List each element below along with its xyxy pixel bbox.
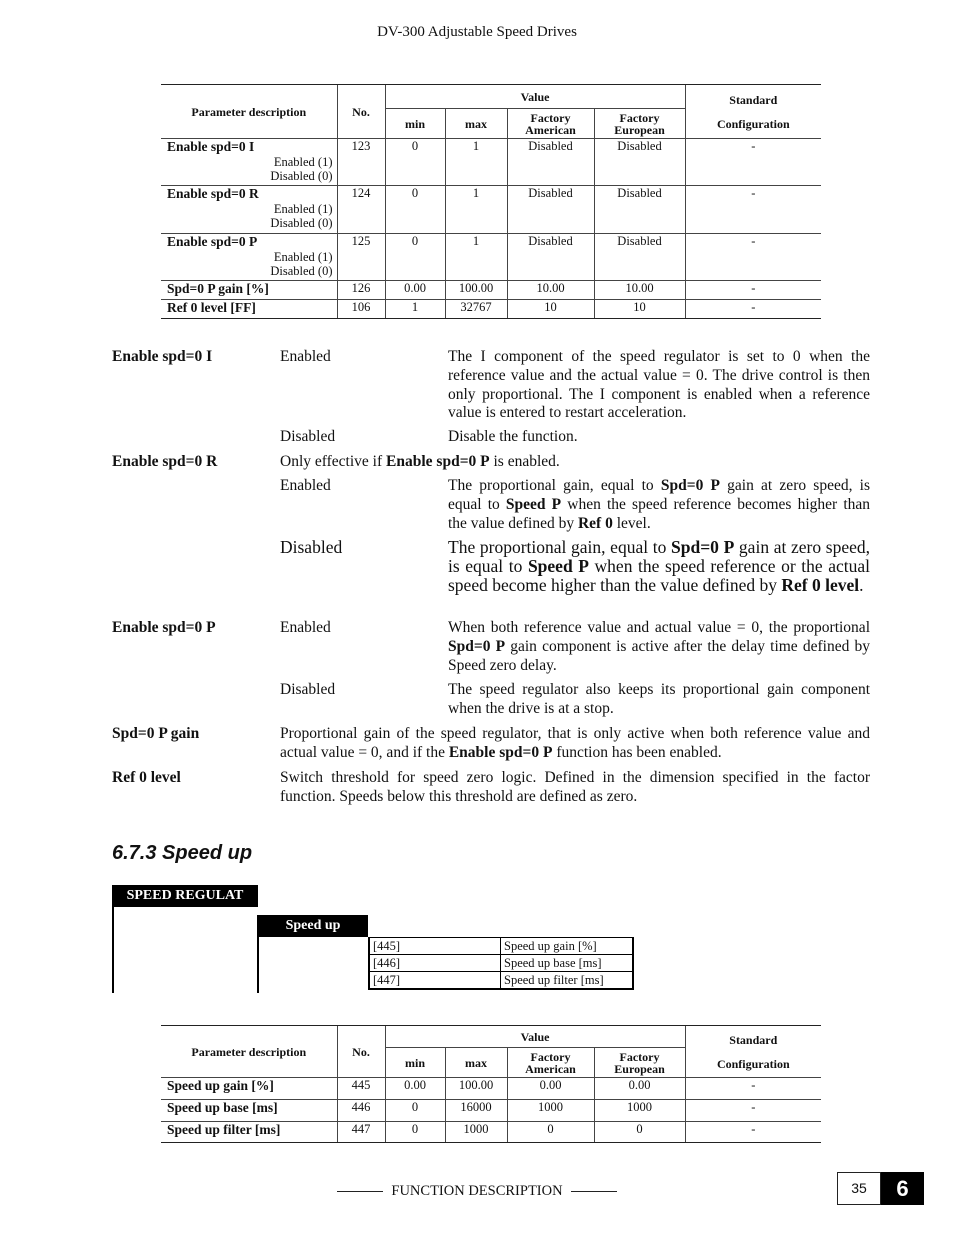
col-header-no: No. — [337, 1026, 385, 1078]
menu-item-label: Speed up base [ms] — [501, 955, 634, 972]
col-header-standard: Standard Configuration — [685, 1026, 821, 1078]
param-factory-american: Disabled — [507, 139, 594, 186]
param-factory-european: Disabled — [594, 234, 685, 281]
table-row — [161, 281, 821, 300]
param-max: 32767 — [445, 300, 507, 319]
param-min: 0 — [385, 1122, 445, 1143]
footer-label: FUNCTION DESCRIPTION — [391, 1183, 563, 1199]
menu-item — [369, 972, 633, 990]
menu-item — [369, 955, 633, 972]
menu-tree-line — [112, 907, 114, 993]
col-header-max: max — [445, 1048, 507, 1078]
desc-term-spd0-p-gain: Spd=0 P gain — [112, 725, 200, 742]
desc-note: Only effective if Enable spd=0 P is enabled. — [280, 453, 560, 470]
param-min: 0.00 — [385, 1078, 445, 1100]
param-factory-american: Disabled — [507, 186, 594, 234]
param-name: Speed up filter [ms] — [161, 1122, 337, 1143]
param-name: Enable spd=0 I Enabled (1) Disabled (0) — [161, 139, 337, 186]
chapter-tab: 6 — [881, 1172, 924, 1205]
menu-level2-label: Speed up — [258, 915, 368, 937]
param-number: 124 — [337, 186, 385, 234]
param-factory-european: 0.00 — [594, 1078, 685, 1100]
param-min: 0 — [385, 234, 445, 281]
menu-item — [369, 938, 633, 955]
param-number: 447 — [337, 1122, 385, 1143]
param-standard: - — [685, 234, 821, 281]
param-min: 0.00 — [385, 281, 445, 300]
param-max: 1 — [445, 186, 507, 234]
parameter-table-2 — [161, 1025, 821, 1143]
param-name: Enable spd=0 P Enabled (1) Disabled (0) — [161, 234, 337, 281]
param-number: 446 — [337, 1100, 385, 1122]
desc-text: The proportional gain, equal to Spd=0 P gain at zero speed, is equal to Speed P when the speed reference becomes higher than the value defined by Ref 0 level. — [448, 477, 870, 532]
desc-option-disabled: Disabled — [280, 681, 336, 698]
col-header-param: Parameter description — [161, 1026, 337, 1078]
footer-rule — [337, 1191, 383, 1192]
param-factory-european: 10.00 — [594, 281, 685, 300]
col-header-factory-american: Factory American — [507, 1048, 594, 1078]
param-standard: - — [685, 1122, 821, 1143]
col-header-standard: Standard Configuration — [685, 85, 821, 139]
param-standard: - — [685, 300, 821, 319]
desc-text: The speed regulator also keeps its proportional gain component when the drive is at a stop. — [448, 681, 870, 717]
desc-text: When both reference value and actual value = 0, the proportional Spd=0 P gain component is active after the delay time defined by Speed zero delay. — [448, 619, 870, 674]
desc-text: Switch threshold for speed zero logic. Defined in the dimension specified in the factor function. Speeds below this threshold are defined as zero. — [280, 769, 870, 805]
col-header-min: min — [385, 109, 445, 139]
desc-text: The I component of the speed regulator is set to 0 when the reference value and the actual value = 0. The drive control is then only proportional. The I component is enabled when a reference value is entered to restart acceleration. — [448, 348, 870, 422]
param-standard: - — [685, 1078, 821, 1100]
param-max: 16000 — [445, 1100, 507, 1122]
param-standard: - — [685, 281, 821, 300]
param-standard: - — [685, 186, 821, 234]
param-number: 126 — [337, 281, 385, 300]
desc-term-enable-spd0-r: Enable spd=0 R — [112, 453, 218, 470]
desc-term-enable-spd0-p: Enable spd=0 P — [112, 619, 216, 636]
param-number: 123 — [337, 139, 385, 186]
col-header-factory-american: Factory American — [507, 109, 594, 139]
param-name: Spd=0 P gain [%] — [161, 281, 337, 300]
col-header-param: Parameter description — [161, 85, 337, 139]
param-name: Speed up gain [%] — [161, 1078, 337, 1100]
param-standard: - — [685, 139, 821, 186]
menu-parameter-list — [368, 937, 634, 990]
table-row — [161, 234, 821, 281]
col-header-no: No. — [337, 85, 385, 139]
param-factory-american: 10 — [507, 300, 594, 319]
desc-term-ref-0-level: Ref 0 level — [112, 769, 181, 786]
menu-item-label: Speed up gain [%] — [501, 938, 634, 955]
parameter-table-1 — [161, 84, 821, 319]
col-header-max: max — [445, 109, 507, 139]
param-number: 106 — [337, 300, 385, 319]
table-row — [161, 1100, 821, 1122]
param-standard: - — [685, 1100, 821, 1122]
param-min: 1 — [385, 300, 445, 319]
desc-option-disabled: Disabled — [280, 428, 336, 445]
page-number: 35 — [837, 1172, 881, 1205]
param-min: 0 — [385, 1100, 445, 1122]
page-footer — [0, 1183, 954, 1200]
table-row — [161, 1078, 821, 1100]
table-row — [161, 139, 821, 186]
param-factory-american: 1000 — [507, 1100, 594, 1122]
desc-option-disabled: Disabled — [280, 537, 343, 557]
menu-level1-label: SPEED REGULAT — [112, 885, 258, 907]
col-header-value: Value — [385, 85, 685, 109]
param-factory-american: Disabled — [507, 234, 594, 281]
menu-tree-line — [257, 915, 259, 993]
col-header-factory-european: Factory European — [594, 109, 685, 139]
param-min: 0 — [385, 186, 445, 234]
desc-text: Proportional gain of the speed regulator, that is only active when both reference value and actual value = 0, and if the Enable spd=0 P function has been enabled. — [280, 725, 870, 761]
section-heading: 6.7.3 Speed up — [112, 842, 253, 864]
col-header-min: min — [385, 1048, 445, 1078]
menu-item-label: Speed up filter [ms] — [501, 972, 634, 990]
param-number: 445 — [337, 1078, 385, 1100]
param-min: 0 — [385, 139, 445, 186]
desc-text: Disable the function. — [448, 428, 578, 445]
param-name: Speed up base [ms] — [161, 1100, 337, 1122]
param-factory-european: 0 — [594, 1122, 685, 1143]
desc-term-enable-spd0-i: Enable spd=0 I — [112, 348, 213, 365]
desc-option-enabled: Enabled — [280, 477, 331, 494]
table-row — [161, 1122, 821, 1143]
param-name: Enable spd=0 R Enabled (1) Disabled (0) — [161, 186, 337, 234]
table-row — [161, 300, 821, 319]
param-max: 1 — [445, 234, 507, 281]
col-header-value: Value — [385, 1026, 685, 1048]
param-factory-european: 1000 — [594, 1100, 685, 1122]
param-factory-american: 0.00 — [507, 1078, 594, 1100]
table-row — [161, 186, 821, 234]
param-max: 1 — [445, 139, 507, 186]
menu-item-code: [445] — [369, 938, 501, 955]
param-factory-american: 0 — [507, 1122, 594, 1143]
param-max: 100.00 — [445, 281, 507, 300]
menu-item-code: [446] — [369, 955, 501, 972]
menu-item-code: [447] — [369, 972, 501, 990]
desc-option-enabled: Enabled — [280, 619, 331, 636]
col-header-factory-european: Factory European — [594, 1048, 685, 1078]
param-factory-european: 10 — [594, 300, 685, 319]
param-factory-european: Disabled — [594, 186, 685, 234]
footer-rule — [571, 1191, 617, 1192]
param-name: Ref 0 level [FF] — [161, 300, 337, 319]
param-max: 100.00 — [445, 1078, 507, 1100]
desc-option-enabled: Enabled — [280, 348, 331, 365]
param-factory-american: 10.00 — [507, 281, 594, 300]
param-max: 1000 — [445, 1122, 507, 1143]
running-title: DV-300 Adjustable Speed Drives — [377, 24, 577, 40]
desc-text: The proportional gain, equal to Spd=0 P gain at zero speed, is equal to Speed P when the speed reference or the actual speed become higher than the value defined by Ref 0 level. — [448, 537, 870, 595]
param-factory-european: Disabled — [594, 139, 685, 186]
param-number: 125 — [337, 234, 385, 281]
